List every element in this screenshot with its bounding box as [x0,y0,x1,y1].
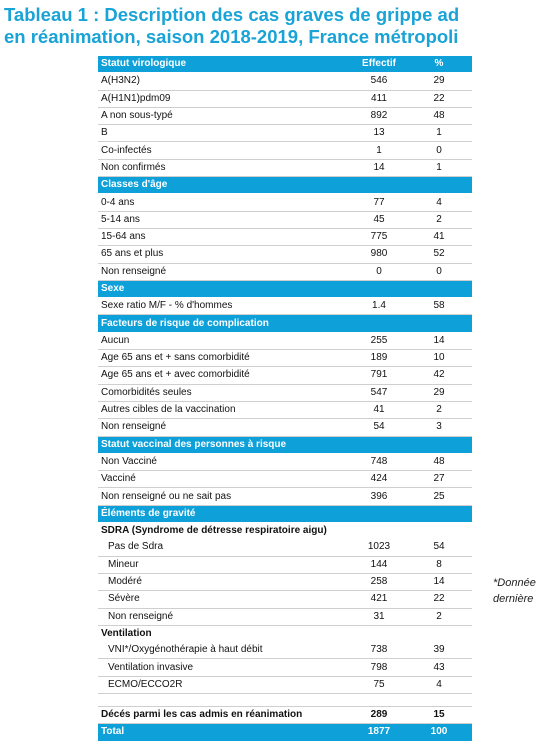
row-percent [406,625,472,642]
row-percent: 2 [406,608,472,625]
row-effectif: 738 [352,642,406,659]
section-title: Facteurs de risque de complication [98,315,472,332]
row-effectif: 396 [352,488,406,505]
row-effectif: 1 [352,142,406,159]
deaths-effectif: 289 [352,706,406,723]
subheader-label: SDRA (Syndrome de détresse respiratoire aigu) [101,525,327,537]
subheader-row [98,625,472,642]
row-effectif: 0 [352,263,406,280]
row-label: A(H1N1)pdm09 [98,90,352,107]
row-effectif: 41 [352,401,406,418]
row-effectif: 45 [352,211,406,228]
table-row [98,488,472,505]
row-percent: 43 [406,659,472,676]
row-label: Non confirmés [98,159,352,176]
row-percent: 1 [406,125,472,142]
row-label: Sévère [98,591,352,608]
row-percent: 0 [406,142,472,159]
row-percent: 8 [406,556,472,573]
row-percent: 48 [406,453,472,470]
row-label: Non Vacciné [98,453,352,470]
table-row [98,367,472,384]
header-label: Statut virologique [98,56,352,73]
row-effectif: 189 [352,350,406,367]
row-label: Age 65 ans et + sans comorbidité [98,350,352,367]
table-row [98,125,472,142]
deaths-label: Décés parmi les cas admis en réanimation [98,706,352,723]
row-label: Autres cibles de la vaccination [98,401,352,418]
row-label: Mineur [98,556,352,573]
row-percent: 41 [406,228,472,245]
table-row [98,211,472,228]
table-row [98,246,472,263]
row-label: 15-64 ans [98,228,352,245]
row-label: Non renseigné [98,608,352,625]
row-percent: 58 [406,298,472,315]
deaths-row [98,706,472,723]
row-percent: 29 [406,384,472,401]
row-effectif: 258 [352,573,406,590]
row-label: Modéré [98,573,352,590]
row-percent: 14 [406,332,472,349]
table-row [98,90,472,107]
title-line-1: Tableau 1 : Description des cas graves de grippe ad [4,4,460,25]
total-row [98,724,472,741]
row-percent: 42 [406,367,472,384]
table-row [98,384,472,401]
row-effectif: 791 [352,367,406,384]
table-row [98,332,472,349]
row-label: Age 65 ans et + avec comorbidité [98,367,352,384]
table-row [98,298,472,315]
row-effectif: 547 [352,384,406,401]
footnote-line-1: *Donnée [493,577,536,589]
table-row [98,159,472,176]
table-row [98,539,472,556]
row-effectif: 411 [352,90,406,107]
row-effectif: 892 [352,107,406,124]
row-label: Non renseigné [98,419,352,436]
row-label: Comorbidités seules [98,384,352,401]
header-percent: % [406,56,472,73]
section-header-vaccination [98,436,472,453]
row-percent: 22 [406,90,472,107]
section-header-sexe [98,280,472,297]
subheader-label: Ventilation [101,627,152,639]
table-row [98,419,472,436]
data-table [98,56,472,741]
row-effectif: 75 [352,676,406,693]
footnote-line-2: dernière [493,593,534,605]
section-title: Classes d'âge [98,177,472,194]
table-row [98,608,472,625]
row-effectif: 546 [352,73,406,90]
row-effectif: 54 [352,419,406,436]
table-row [98,142,472,159]
row-effectif: 980 [352,246,406,263]
row-percent: 22 [406,591,472,608]
table-row [98,642,472,659]
row-effectif: 1.4 [352,298,406,315]
row-effectif: 1023 [352,539,406,556]
row-effectif [352,523,406,540]
row-label: A(H3N2) [98,73,352,90]
table-row [98,73,472,90]
row-percent: 54 [406,539,472,556]
row-label: Sexe ratio M/F - % d'hommes [98,298,352,315]
row-effectif: 14 [352,159,406,176]
row-effectif: 748 [352,453,406,470]
footnote [493,575,536,607]
row-percent [406,523,472,540]
section-header-severity [98,505,472,522]
deaths-percent: 15 [406,706,472,723]
table-row [98,573,472,590]
row-percent: 29 [406,73,472,90]
spacer-row [98,693,472,706]
row-percent: 14 [406,573,472,590]
row-percent: 25 [406,488,472,505]
row-label: 0-4 ans [98,194,352,211]
row-label: 5-14 ans [98,211,352,228]
table-title [4,4,459,48]
row-percent: 1 [406,159,472,176]
table-row [98,263,472,280]
table-row [98,676,472,693]
subheader-row [98,523,472,540]
row-effectif: 421 [352,591,406,608]
section-title: Éléments de gravité [98,505,472,522]
section-header-age [98,177,472,194]
header-row [98,56,472,73]
section-title: Statut vaccinal des personnes à risque [98,436,472,453]
total-percent: 100 [406,724,472,741]
table-row [98,591,472,608]
row-effectif: 144 [352,556,406,573]
section-header-risk-factors [98,315,472,332]
row-percent: 4 [406,194,472,211]
row-label: Ventilation invasive [98,659,352,676]
table-row [98,453,472,470]
row-effectif: 77 [352,194,406,211]
table-row [98,107,472,124]
table-row [98,194,472,211]
row-percent: 0 [406,263,472,280]
row-percent: 52 [406,246,472,263]
row-label: B [98,125,352,142]
row-effectif: 31 [352,608,406,625]
row-effectif: 775 [352,228,406,245]
total-effectif: 1877 [352,724,406,741]
row-percent: 2 [406,211,472,228]
table-row [98,401,472,418]
table-row [98,471,472,488]
row-percent: 2 [406,401,472,418]
header-effectif: Effectif [352,56,406,73]
row-effectif: 255 [352,332,406,349]
row-percent: 4 [406,676,472,693]
row-label: 65 ans et plus [98,246,352,263]
row-label: Pas de Sdra [98,539,352,556]
row-effectif: 13 [352,125,406,142]
title-line-2: en réanimation, saison 2018-2019, France métropoli [4,26,459,47]
row-label: Non renseigné ou ne sait pas [98,488,352,505]
row-label: Non renseigné [98,263,352,280]
row-percent: 10 [406,350,472,367]
row-effectif: 798 [352,659,406,676]
table-row [98,659,472,676]
section-title: Sexe [98,280,472,297]
row-label: Vacciné [98,471,352,488]
row-effectif [352,625,406,642]
table-row [98,228,472,245]
row-label: ECMO/ECCO2R [98,676,352,693]
row-percent: 39 [406,642,472,659]
table-row [98,350,472,367]
row-label: A non sous-typé [98,107,352,124]
row-label: Co-infectés [98,142,352,159]
row-percent: 48 [406,107,472,124]
row-effectif: 424 [352,471,406,488]
row-label: Aucun [98,332,352,349]
row-percent: 3 [406,419,472,436]
table-row [98,556,472,573]
row-percent: 27 [406,471,472,488]
row-label: VNI*/Oxygénothérapie à haut débit [98,642,352,659]
total-label: Total [98,724,352,741]
